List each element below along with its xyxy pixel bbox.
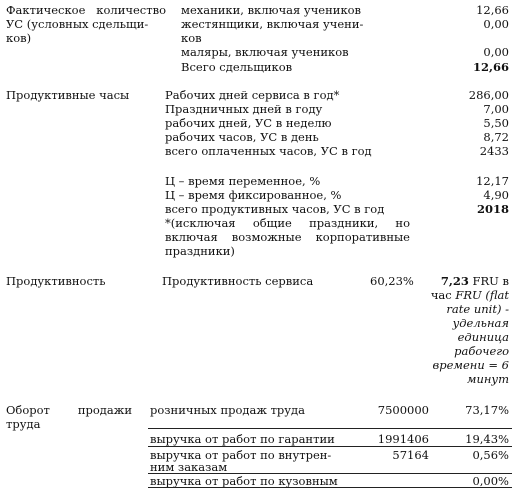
turnover-amount-warranty: 1991406: [377, 432, 429, 446]
turnover-row-internal-cont: ним заказам: [150, 460, 228, 474]
table-rule: [148, 428, 512, 429]
hours-row-paid-hours: всего оплаченных часов, УС в год: [165, 144, 372, 158]
productivity-desc-line1-text: час: [430, 288, 456, 302]
turnover-percent-retail: 73,17%: [465, 403, 509, 417]
hours-note-line2: включая возможные корпоративные: [165, 230, 410, 244]
table-rule: [148, 487, 512, 488]
hours-value-paid-hours: 2433: [479, 144, 509, 158]
staff-value-mechanics: 12,66: [476, 3, 509, 17]
hours-value-workdays: 286,00: [468, 88, 509, 102]
productivity-desc-line3: удельная: [452, 316, 509, 330]
turnover-amount-retail: 7500000: [377, 403, 429, 417]
hours-row-hours-day: рабочих часов, УС в день: [165, 130, 319, 144]
turnover-row-internal: выручка от работ по внутрен-: [150, 448, 332, 462]
hours-label: Продуктивные часы: [6, 88, 130, 102]
staff-label-line2: УС (условных сдельщи-: [6, 17, 149, 31]
staff-value-tinsmiths: 0,00: [483, 17, 509, 31]
hours-row-holidays: Праздничных дней в году: [165, 102, 323, 116]
hours-value-holidays: 7,00: [483, 102, 509, 116]
turnover-amount-internal: 57164: [392, 448, 429, 462]
turnover-row-retail: розничных продаж труда: [150, 403, 305, 417]
staff-value-painters: 0,00: [483, 45, 509, 59]
hours-note-line3: праздники): [165, 244, 235, 258]
staff-label-line3: ков): [6, 31, 32, 45]
turnover-percent-body: 0,00%: [472, 474, 509, 488]
staff-value-total: 12,66: [472, 60, 509, 74]
productivity-value-unit: FRU в: [468, 274, 509, 288]
staff-row-painters: маляры, включая учеников: [181, 45, 349, 59]
turnover-label-line2: труда: [6, 417, 41, 431]
hours-row-days-week: рабочих дней, УС в неделю: [165, 116, 332, 130]
staff-row-total: Всего сдельщиков: [181, 60, 293, 74]
hours-value-hours-day: 8,72: [483, 130, 509, 144]
turnover-percent-warranty: 19,43%: [465, 432, 509, 446]
turnover-label-word2: продажи: [77, 403, 132, 417]
staff-row-tinsmiths: жестянщики, включая учени-: [181, 17, 364, 31]
productivity-desc-line7: минут: [466, 372, 509, 386]
table-rule: [148, 446, 512, 447]
hours-value-fixed: 4,90: [483, 188, 509, 202]
hours-row-fixed: Ц – время фиксированное, %: [165, 188, 342, 202]
turnover-row-warranty: выручка от работ по гарантии: [150, 432, 335, 446]
turnover-row-body: выручка от работ по кузовным: [150, 474, 338, 488]
turnover-percent-internal: 0,56%: [472, 448, 509, 462]
productivity-percent: 60,23%: [370, 274, 414, 288]
productivity-desc-line5: рабочего: [454, 344, 509, 358]
productivity-desc-line1: [431, 289, 509, 301]
turnover-label-word1: Оборот: [6, 403, 50, 417]
productivity-desc-line6: времени = 6: [432, 358, 509, 372]
hours-row-productive: всего продуктивных часов, УС в год: [165, 202, 385, 216]
hours-note-line1: *(исключая общие праздники, но: [165, 216, 410, 230]
productivity-desc-line1-italic: FRU (flat: [455, 288, 509, 302]
productivity-desc-line4: единица: [457, 330, 509, 344]
productivity-label: Продуктивность: [6, 274, 106, 288]
productivity-desc-line2: rate unit) -: [446, 302, 509, 316]
hours-value-days-week: 5,50: [483, 116, 509, 130]
hours-value-productive: 2018: [476, 202, 509, 216]
hours-value-variable: 12,17: [476, 174, 509, 188]
productivity-sublabel: Продуктивность сервиса: [162, 274, 314, 288]
staff-row-mechanics: механики, включая учеников: [181, 3, 362, 17]
hours-row-variable: Ц – время переменное, %: [165, 174, 321, 188]
productivity-value-number: 7,23: [440, 274, 469, 288]
staff-row-tinsmiths-cont: ков: [181, 31, 202, 45]
staff-label-line1: Фактическое количество: [6, 3, 166, 17]
productivity-value: [441, 275, 509, 287]
hours-row-workdays: Рабочих дней сервиса в год*: [165, 88, 340, 102]
